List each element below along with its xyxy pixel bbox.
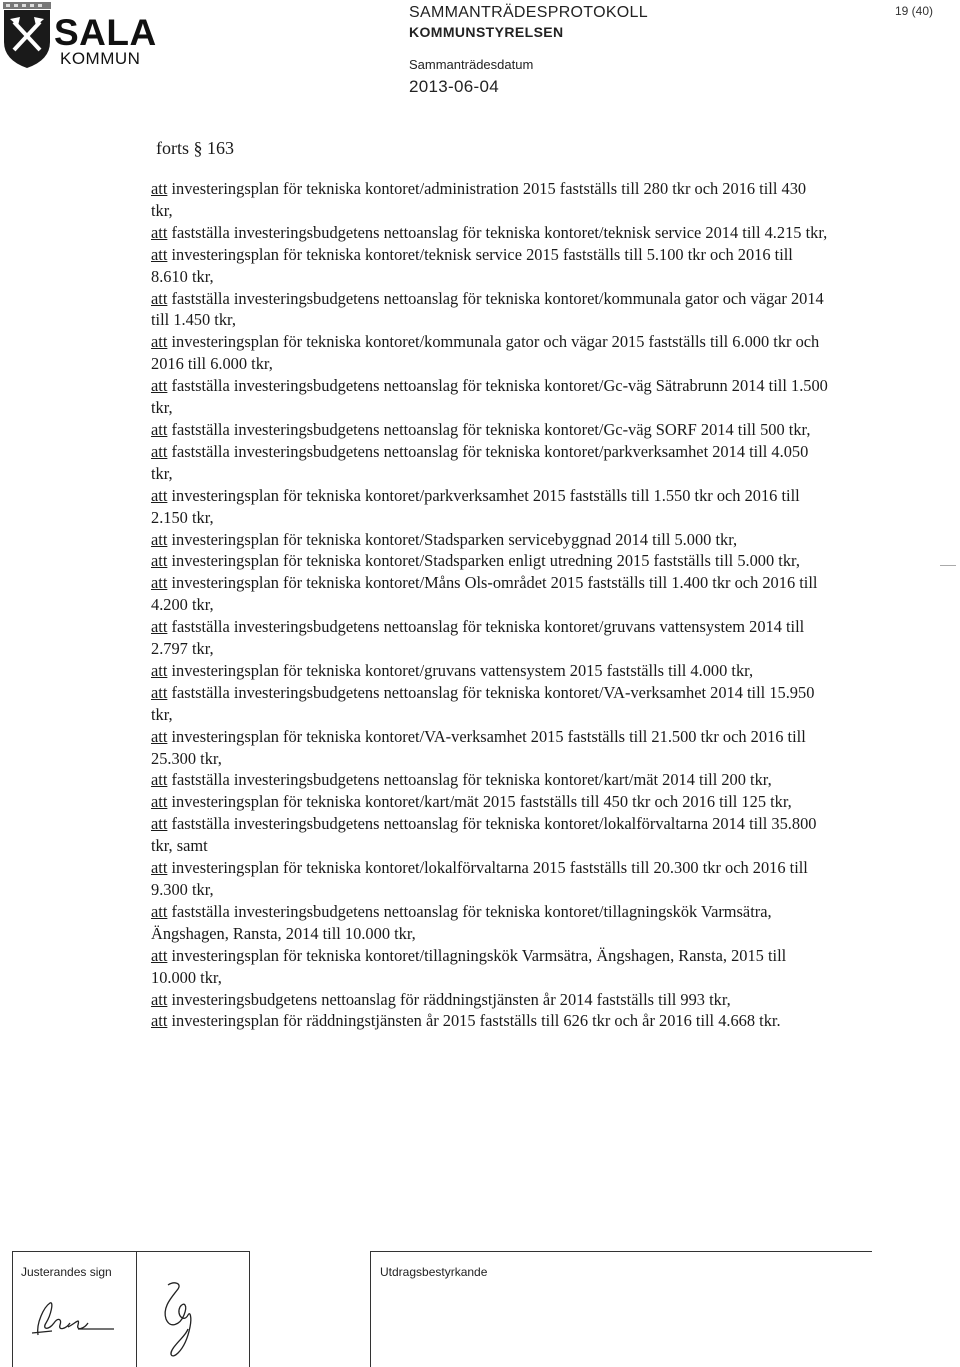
justerandes-sign-label: Justerandes sign [21,1265,112,1279]
decision-item: att investeringsplan för tekniska kontoret/lokalförvaltarna 2015 fastställs till 20.300 tkr och 2016 till 9.300 tkr, [151,858,808,899]
logo-name: SALA [54,12,157,53]
decision-item: att fastställa investeringsbudgetens nettoanslag för tekniska kontoret/kommunala gator och vägar 2014 till 1.450 tkr, [151,288,824,330]
decision-list [151,178,831,1032]
margin-mark [940,565,956,566]
footer-divider [12,1251,249,1252]
meeting-date: 2013-06-04 [409,77,499,96]
footer-border [370,1251,371,1367]
municipality-logo [2,2,180,72]
decision-item: att investeringsplan för tekniska kontoret/kommunala gator och vägar 2015 fastställs till 6.000 tkr och 2016 till 6.000 tkr, [151,332,820,374]
decision-item: att fastställa investeringsbudgetens nettoanslag för tekniska kontoret/lokalförvaltarna 2014 till 35.800 tkr, samt [151,814,817,856]
document-type: SAMMANTRÄDESPROTOKOLL [409,4,648,21]
decision-item: att fastställa investeringsbudgetens nettoanslag för tekniska kontoret/VA-verksamhet 2014 till 15.950 tkr, [151,682,815,724]
decision-item: att investeringsplan för tekniska kontoret/kart/mät 2015 fastställs till 450 tkr och 2016 till 125 tkr, [151,792,792,812]
decision-item: att investeringsplan för tekniska kontoret/tillagningskök Varmsätra, Ängshagen, Ransta, 2015 till 10.000 tkr, [151,945,787,987]
decision-item: att investeringsplan för tekniska kontoret/administration 2015 fastställs till 280 tkr och 2016 till 430 tkr, [151,179,807,220]
decision-item: att investeringsplan för tekniska kontoret/Måns Ols-området 2015 fastställs till 1.400 tkr och 2016 till 4.200 tkr, [151,573,818,615]
board-name: KOMMUNSTYRELSEN [409,24,564,40]
logo-subtitle: KOMMUN [60,49,141,68]
decision-item: att investeringsbudgetens nettoanslag för räddningstjänsten år 2014 fastställs till 993 tkr, [151,989,731,1009]
decision-item: att investeringsplan för tekniska kontoret/Stadsparken servicebyggnad 2014 till 5.000 tkr, [151,529,738,549]
signature-2 [144,1277,244,1367]
signature-footer [0,1251,960,1367]
footer-border [249,1251,250,1367]
decision-item: att fastställa investeringsbudgetens nettoanslag för tekniska kontoret/gruvans vattensystem 2014 till 2.797 tkr, [151,617,805,659]
coat-of-arms-icon [2,2,52,68]
section-heading: forts § 163 [156,138,234,158]
decision-item: att investeringsplan för tekniska kontoret/gruvans vattensystem 2015 fastställs till 4.000 tkr, [151,660,754,680]
decision-item: att fastställa investeringsbudgetens nettoanslag för tekniska kontoret/tillagningskök Varmsätra, Ängshagen, Ransta, 2014 till 10.000 tkr, [151,901,772,943]
utdragsbestyrkande-label: Utdragsbestyrkande [380,1265,488,1279]
decision-item: att investeringsplan för tekniska kontoret/teknisk service 2015 fastställs till 5.100 tkr och 2016 till 8.610 tkr, [151,244,793,286]
decision-item: att investeringsplan för tekniska kontoret/VA-verksamhet 2015 fastställs till 21.500 tkr och 2016 till 25.300 tkr, [151,726,806,768]
footer-border [12,1251,13,1367]
page-number: 19 (40) [895,4,934,18]
meeting-date-label: Sammanträdesdatum [409,57,534,72]
decision-item: att fastställa investeringsbudgetens nettoanslag för tekniska kontoret/parkverksamhet 2014 till 4.050 tkr, [151,441,809,483]
decision-item: att fastställa investeringsbudgetens nettoanslag för tekniska kontoret/Gc-väg SORF 2014 till 500 tkr, [151,419,811,439]
decision-item: att fastställa investeringsbudgetens nettoanslag för tekniska kontoret/Gc-väg Sätrabrunn 2014 till 1.500 tkr, [151,376,828,418]
footer-divider [370,1251,872,1252]
decision-item: att investeringsplan för räddningstjänsten år 2015 fastställs till 626 tkr och år 2016 till 4.668 tkr. [151,1011,781,1031]
decision-item: att fastställa investeringsbudgetens nettoanslag för tekniska kontoret/teknisk service 2014 till 4.215 tkr, [151,222,828,242]
decision-item: att fastställa investeringsbudgetens nettoanslag för tekniska kontoret/kart/mät 2014 till 200 tkr, [151,770,772,790]
decision-item: att investeringsplan för tekniska kontoret/Stadsparken enligt utredning 2015 fastställs till 5.000 tkr, [151,551,800,571]
decision-item: att investeringsplan för tekniska kontoret/parkverksamhet 2015 fastställs till 1.550 tkr och 2016 till 2.150 tkr, [151,485,800,527]
footer-border [136,1251,137,1367]
signature-1 [18,1293,128,1343]
